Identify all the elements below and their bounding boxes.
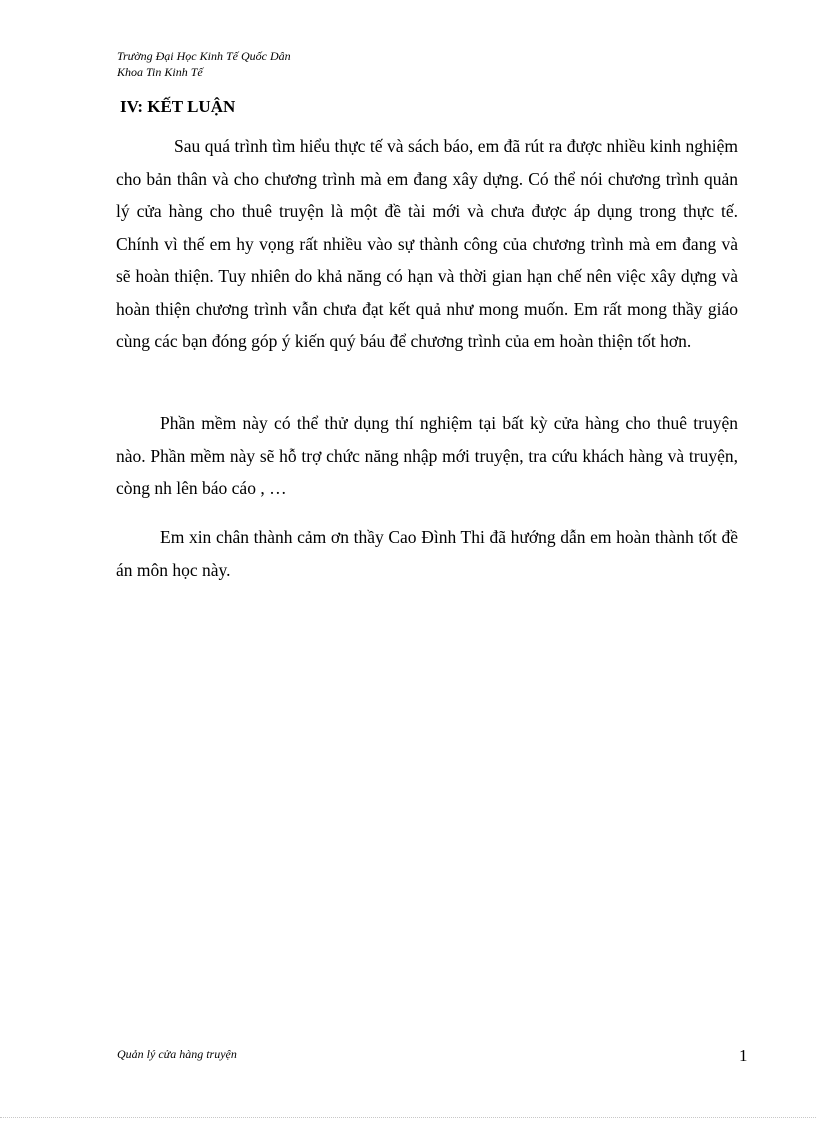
paragraph-features: Phần mềm này có thể thử dụng thí nghiệm tại bất kỳ cửa hàng cho thuê truyện nào. Phần mềm này sẽ hỗ trợ chức năng nhập mới truyện, tra cứu khách hàng và truyện, còng nh lên báo cáo , … <box>116 413 738 498</box>
page-header <box>117 48 291 80</box>
header-faculty: Khoa Tin Kinh Tế <box>117 65 203 79</box>
section-title: IV: KẾT LUẬN <box>120 97 236 116</box>
header-university: Trường Đại Học Kinh Tế Quốc Dân <box>117 49 291 63</box>
paragraph-conclusion: Sau quá trình tìm hiểu thực tế và sách báo, em đã rút ra được nhiều kinh nghiệm cho bản thân và cho chương trình mà em đang xây dựng. Có thể nói chương trình quản lý cửa hàng cho thuê truyện là một đề tài mới và chưa được áp dụng trong thực tế. Chính vì thế em hy vọng rất nhiều vào sự thành công của chương trình mà em đang và sẽ hoàn thiện. Tuy nhiên do khả năng có hạn và thời gian hạn chế nên việc xây dựng và hoàn thiện chương trình vẫn chưa đạt kết quả như mong muốn. Em rất mong thầy giáo cùng các bạn đóng góp ý kiến quý báu để chương trình của em hoàn thiện tốt hơn. <box>116 136 738 351</box>
footer-title: Quản lý cửa hàng truyện <box>117 1047 237 1061</box>
page-bottom-divider <box>0 1117 816 1118</box>
page-number: 1 <box>739 1046 748 1065</box>
paragraph-thanks: Em xin chân thành cảm ơn thầy Cao Đình Thi đã hướng dẫn em hoàn thành tốt đề án môn học này. <box>116 527 738 580</box>
